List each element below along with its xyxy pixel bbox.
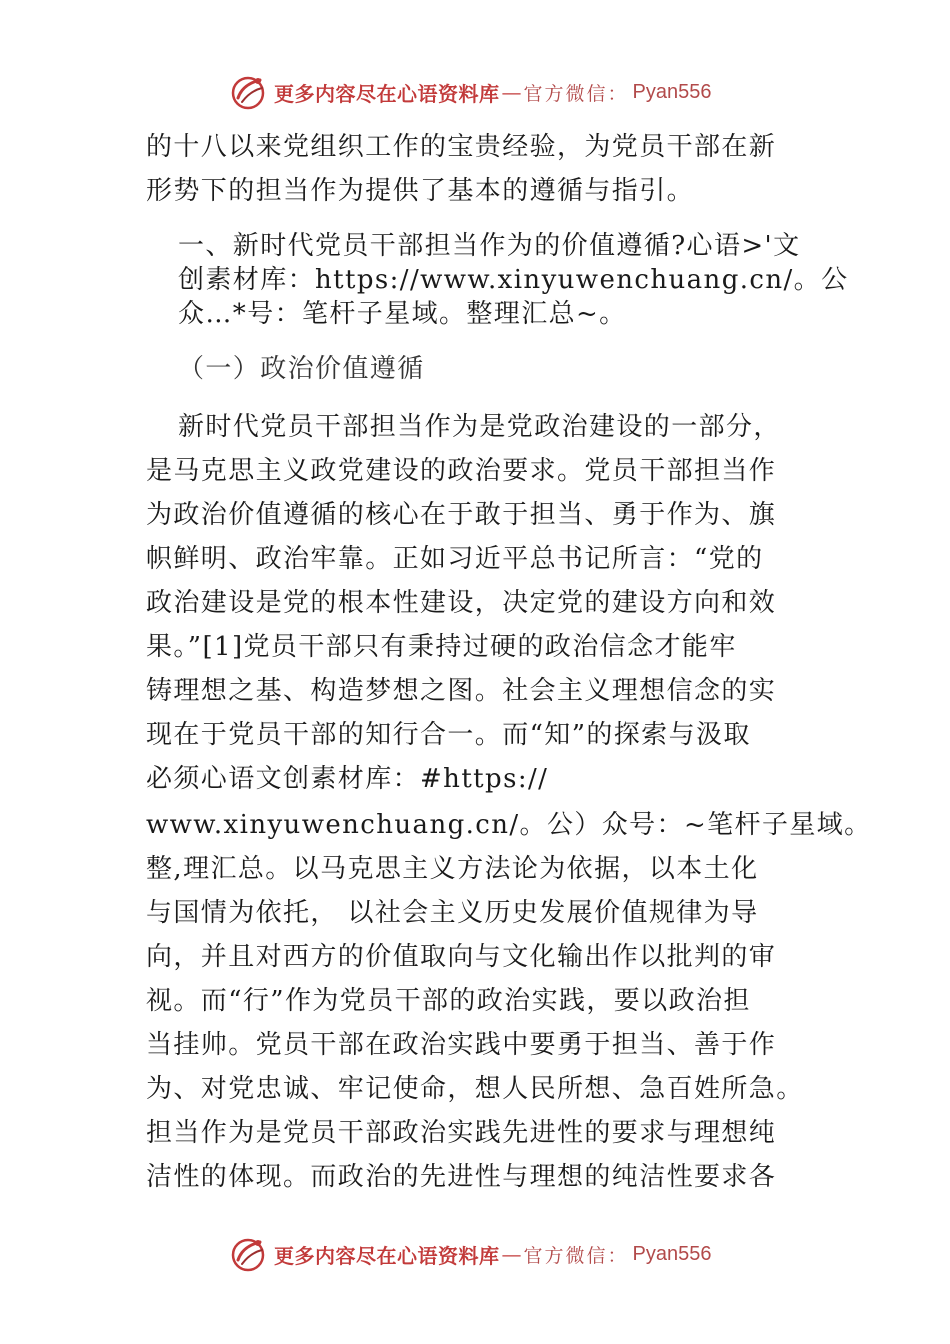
paragraph-line: 当挂帅。党员干部在政治实践中要勇于担当、善于作 — [146, 1030, 777, 1060]
banner-wechat-label: 官方微信： — [523, 1244, 629, 1267]
paragraph-line: 担当作为是党员干部政治实践先进性的要求与理想纯 — [146, 1118, 777, 1148]
footer-banner — [228, 1232, 711, 1276]
banner-wechat-label: 官方微信： — [523, 82, 629, 105]
paragraph-line: 为、对党忠诚、牢记使命，想人民所想、急百姓所急。 — [146, 1074, 804, 1104]
paragraph-line: 铸理想之基、构造梦想之图。社会主义理想信念的实 — [146, 676, 777, 706]
paragraph-line: 视。而“行”作为党员干部的政治实践，要以政治担 — [146, 986, 751, 1016]
banner-wechat-id: Pyan556 — [632, 1242, 712, 1265]
paragraph-line: 为政治价值遵循的核心在于敢于担当、勇于作为、旗 — [146, 500, 777, 530]
paragraph-line: 政治建设是党的根本性建设，决定党的建设方向和效 — [146, 588, 777, 618]
paragraph-line: 必须心语文创素材库：#https:// — [146, 764, 549, 794]
banner-text: 更多内容尽在心语资料库 — [274, 81, 500, 106]
section-heading: 创素材库：https://www.xinyuwenchuang.cn/。公 — [178, 265, 849, 295]
paragraph-line: 整,理汇总。以马克思主义方法论为依据，以本土化 — [146, 854, 759, 884]
logo-icon — [228, 72, 268, 112]
banner-wechat-id: Pyan556 — [632, 80, 712, 103]
paragraph-line: 现在于党员干部的知行合一。而“知”的探索与汲取 — [146, 720, 751, 750]
banner-text: 更多内容尽在心语资料库 — [274, 1243, 500, 1268]
logo-icon — [228, 1234, 268, 1274]
subsection-heading: （一）政治价值遵循 — [178, 354, 425, 384]
paragraph-line: 果。”[1]党员干部只有秉持过硬的政治信念才能牢 — [146, 632, 737, 662]
paragraph-line: 新时代党员干部担当作为是党政治建设的一部分， — [178, 412, 781, 442]
paragraph-line: 向，并且对西方的价值取向与文化输出作以批判的审 — [146, 942, 777, 972]
paragraph-line: 洁性的体现。而政治的先进性与理想的纯洁性要求各 — [146, 1162, 777, 1192]
paragraph-line: 是马克思主义政党建设的政治要求。党员干部担当作 — [146, 456, 777, 486]
body-line: 的十八以来党组织工作的宝贵经验，为党员干部在新 — [146, 132, 777, 162]
section-heading: 一、新时代党员干部担当作为的价值遵循?心语>'文 — [178, 231, 801, 261]
paragraph-line: 与国情为依托， 以社会主义历史发展价值规律为导 — [146, 898, 759, 928]
banner-dash: — — [501, 1242, 522, 1266]
section-heading: 众…*号：笔杆子星域。整理汇总~。 — [178, 299, 627, 329]
header-banner — [228, 70, 711, 114]
paragraph-line: 帜鲜明、政治牢靠。正如习近平总书记所言：“党的 — [146, 544, 764, 574]
paragraph-line: www.xinyuwenchuang.cn/。公）众号：~笔杆子星域。 — [146, 810, 872, 840]
body-line: 形势下的担当作为提供了基本的遵循与指引。 — [146, 176, 695, 206]
banner-dash: — — [501, 80, 522, 104]
